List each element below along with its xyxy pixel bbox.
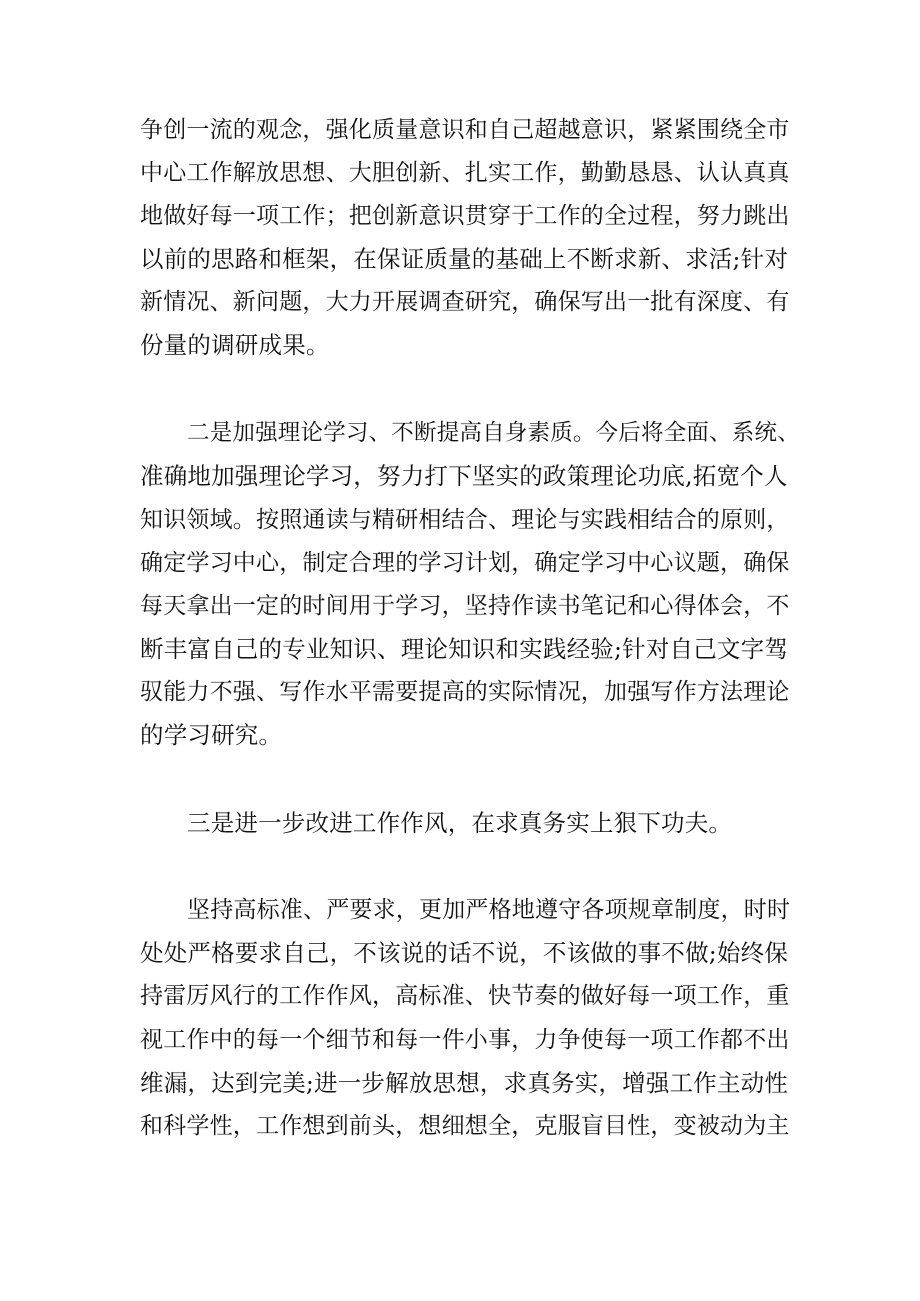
paragraph-line: 每天拿出一定的时间用于学习，坚持作读书笔记和心得体会，不 [140,593,790,619]
paragraph-line: 驭能力不强、写作水平需要提高的实际情况，加强写作方法理论 [140,679,790,705]
paragraph-line: 准确地加强理论学习，努力打下坚实的政策理论功底,拓宽个人 [140,462,788,490]
paragraph-line: 知识领域。按照通读与精研相结合、理论与实践相结合的原则， [140,507,790,533]
paragraph-line: 地做好每一项工作；把创新意识贯穿于工作的全过程，努力跳出 [140,203,790,229]
paragraph-line: 争创一流的观念，强化质量意识和自己超越意识，紧紧围绕全市 [140,117,790,143]
paragraph-line: 三是进一步改进工作作风，在求真务实上狠下功夫。 [187,809,733,837]
paragraph-line: 视工作中的每一个细节和每一件小事，力争使每一项工作都不出 [140,1027,790,1053]
paragraph-line: 坚持高标准、严要求，更加严格地遵守各项规章制度，时时 [187,897,791,923]
paragraph-line: 维漏，达到完美;进一步解放思想，求真务实，增强工作主动性 [140,1069,789,1097]
paragraph-line: 中心工作解放思想、大胆创新、扎实工作，勤勤恳恳、认认真真 [140,160,790,186]
paragraph-line: 二是加强理论学习、不断提高自身素质。今后将全面、系统、 [187,420,800,446]
paragraph-line: 份量的调研成果。 [140,331,330,359]
paragraph-line: 持雷厉风行的工作作风，高标准、快节奏的做好每一项工作，重 [140,983,790,1009]
paragraph-line: 新情况、新问题，大力开展调查研究，确保写出一批有深度、有 [140,289,790,315]
paragraph-line: 处处严格要求自己，不该说的话不说，不该做的事不做;始终保 [140,939,789,967]
paragraph-line: 和科学性，工作想到前头，想细想全，克服盲目性，变被动为主 [140,1113,790,1139]
paragraph-line: 的学习研究。 [140,721,283,749]
paragraph-line: 以前的思路和框架，在保证质量的基础上不断求新、求活;针对 [140,245,789,273]
paragraph-line: 断丰富自己的专业知识、理论知识和实践经验;针对自己文字驾 [140,635,789,663]
paragraph-line: 确定学习中心，制定合理的学习计划，确定学习中心议题，确保 [140,550,790,576]
